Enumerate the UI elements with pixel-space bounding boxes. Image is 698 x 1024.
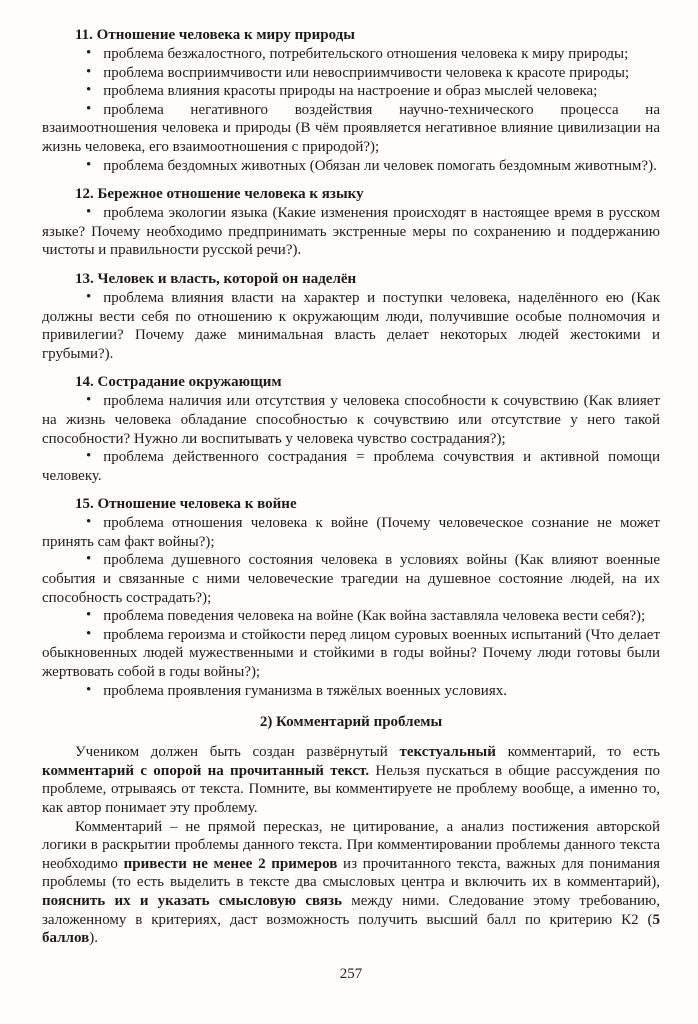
bullet-icon: •	[86, 681, 92, 698]
bullet-text: проблема душевного состояния человека в условиях войны (Как влияют военные события и связанные с ними человеческие трагедии на душевное состояние людей, на их способность сострадать?);	[42, 552, 660, 606]
section-nature	[42, 26, 660, 175]
bullet-text: проблема проявления гуманизма в тяжёлых военных условиях.	[103, 682, 507, 699]
bullet-text: проблема безжалостного, потребительского отношения человека к миру природы;	[103, 46, 629, 62]
bullet-item	[42, 204, 660, 260]
bullet-item	[42, 157, 660, 176]
page-number: 257	[339, 966, 363, 983]
bullet-icon: •	[86, 607, 92, 624]
bullet-item	[42, 514, 660, 551]
bullet-icon: •	[86, 204, 92, 221]
bullet-item	[42, 448, 660, 485]
bullet-text: проблема влияния красоты природы на настроение и образ мыслей человека;	[103, 83, 598, 100]
body-paragraph: Учеником должен быть создан развёрнутый текстуальный комментарий, то есть комментарий с опорой на прочитанный текст. Нельзя пускаться в общие рассуждения по проблеме, отрываясь от текста. Помните, вы комментируете не проблему вообще, а именно то, как автор понимает эту проблему.	[42, 744, 660, 816]
bullet-item	[42, 392, 660, 448]
section-power	[42, 260, 660, 363]
section-heading: 14. Сострадание окружающим	[75, 374, 282, 391]
bullet-icon: •	[86, 448, 92, 465]
bullet-icon: •	[86, 156, 92, 173]
section-heading: 11. Отношение человека к миру природы	[75, 27, 355, 43]
bullet-item	[42, 682, 660, 701]
bullet-icon: •	[86, 551, 92, 568]
bullet-item	[42, 82, 660, 101]
bullet-text: проблема действенного сострадания = проблема сочувствия и активной помощи человеку.	[42, 449, 660, 484]
section-compassion	[42, 363, 660, 485]
bullet-text: проблема восприимчивости или невосприимчивости человека к красоте природы;	[103, 64, 630, 81]
bullet-icon: •	[86, 625, 92, 642]
bullet-text: проблема поведения человека на войне (Как война заставляла человека вести себя?);	[103, 608, 646, 625]
section-war	[42, 485, 660, 700]
bullet-text: проблема героизма и стойкости перед лицом суровых военных испытаний (Что делает обыкновенных людей мужественными и стойкими в годы войны? Почему люди готовы были жертвовать собой в годы войны?);	[42, 626, 660, 681]
bullet-icon: •	[86, 45, 92, 61]
bullet-text: проблема негативного воздействия научно-технического процесса на взаимоотношения человека и природы (В чём проявляется негативное влияние цивилизации на жизнь человека, его взаимоотношения с природой?);	[42, 101, 660, 155]
bullet-item	[42, 289, 660, 363]
bullet-text: проблема отношения человека к войне (Почему человеческое сознание не может принять сам факт войны?);	[42, 515, 660, 550]
section-heading: 15. Отношение человека к войне	[75, 496, 297, 513]
bullet-item	[42, 101, 660, 157]
bullet-item	[42, 626, 660, 682]
bullet-text: проблема экологии языка (Какие изменения происходят в настоящее время в русском языке? Почему необходимо предпринимать экстренные меры по сохранению и поддержанию чистоты и правильности русской речи?).	[42, 205, 660, 259]
section-language	[42, 175, 660, 260]
bullet-item	[42, 551, 660, 607]
bullet-icon: •	[86, 100, 92, 117]
section-heading: 12. Бережное отношение человека к языку	[75, 186, 364, 203]
bullet-icon: •	[86, 514, 92, 531]
bullet-item	[42, 64, 660, 83]
bullet-icon: •	[86, 82, 92, 99]
bullet-item	[42, 607, 660, 626]
body-paragraph: Комментарий – не прямой пересказ, не цитирование, а анализ постижения авторской логики в раскрытии проблемы данного текста. При комментировании проблемы данного текста необходимо привести не менее 2 примеров из прочитанного текста, важных для понимания проблемы (то есть выделить в тексте два смысловых центра и включить их в комментарий), пояснить их и указать смысловую связь между ними. Следование этому требованию, заложенному в критериях, даст возможность получить высший балл по критерию К2 (5 баллов).	[42, 818, 660, 947]
bullet-text: проблема бездомных животных (Обязан ли человек помогать бездомным животным?).	[103, 157, 657, 174]
bullet-icon: •	[86, 63, 92, 80]
subheading-commentary: 2) Комментарий проблемы	[259, 714, 443, 731]
bullet-icon: •	[86, 288, 92, 305]
bullet-text: проблема влияния власти на характер и поступки человека, наделённого ею (Как должны вести себя по отношению к окружающим люди, получившие особые полномочия и привилегии? Почему даже минимальная власть делает некоторых людей жестокими и грубыми?).	[42, 289, 660, 362]
section-heading: 13. Человек и власть, которой он наделён	[75, 270, 357, 287]
bullet-icon: •	[86, 392, 92, 409]
bullet-text: проблема наличия или отсутствия у человека способности к сочувствию (Как влияет на жизнь человека обладание способностью к сочувствию или отсутствие у него такой способности? Нужно ли воспитывать у человека чувство сострадания?);	[42, 393, 660, 447]
bullet-item	[42, 45, 660, 64]
